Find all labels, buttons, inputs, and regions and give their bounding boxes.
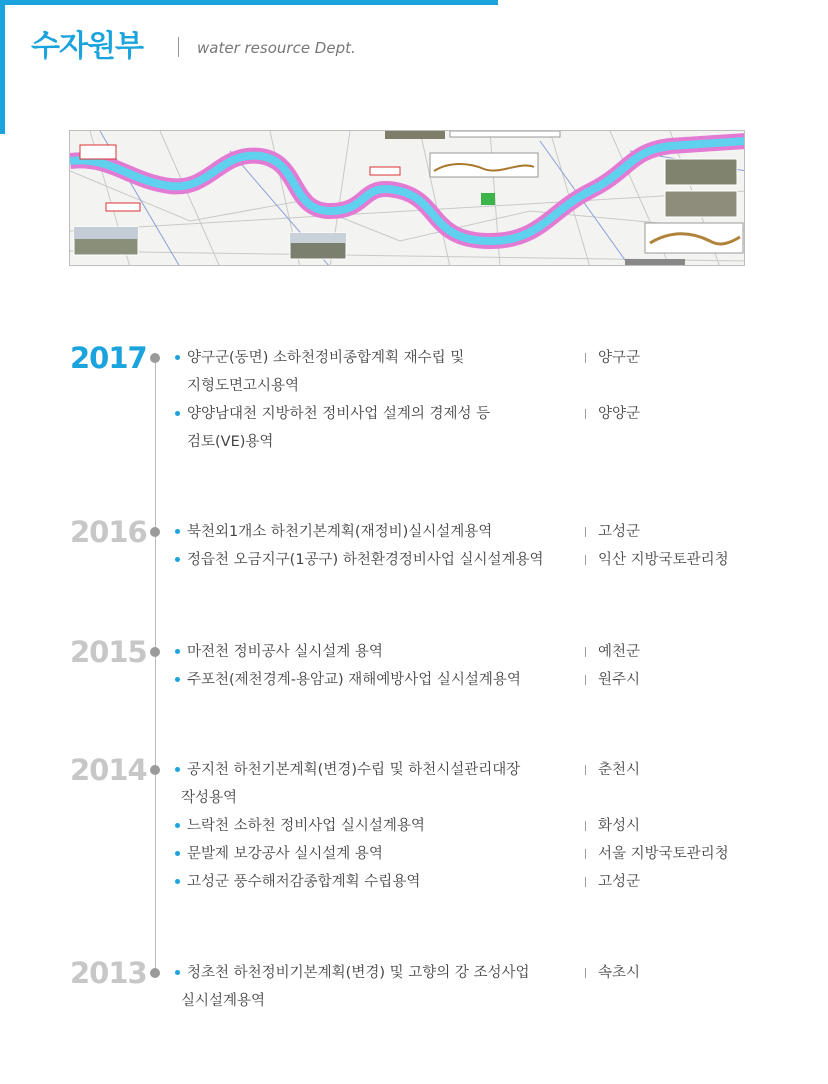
bullet-icon	[175, 851, 180, 856]
page-subtitle: water resource Dept.	[197, 39, 356, 57]
client-divider	[585, 527, 586, 537]
bullet-icon	[175, 879, 180, 884]
year-2013: 2013	[70, 956, 147, 990]
project-title-cont: 검토(VE)용역	[187, 434, 274, 450]
bullet-icon	[175, 355, 180, 360]
project-client: 원주시	[598, 672, 641, 688]
year-2014: 2014	[70, 753, 147, 787]
client-divider	[585, 968, 586, 978]
project-title: 청초천 하천정비기본계획(변경) 및 고향의 강 조성사업	[187, 965, 530, 981]
project-client: 춘천시	[598, 762, 641, 778]
bullet-icon	[175, 557, 180, 562]
project-client: 양구군	[598, 350, 641, 366]
year-2017: 2017	[70, 341, 147, 375]
client-divider	[585, 765, 586, 775]
project-title: 공지천 하천기본계획(변경)수립 및 하천시설관리대장	[187, 762, 521, 778]
left-accent-bar	[0, 0, 5, 134]
project-client: 양양군	[598, 406, 641, 422]
project-title: 정읍천 오금지구(1공구) 하천환경정비사업 실시설계용역	[187, 552, 544, 568]
timeline-dot	[150, 353, 160, 363]
project-client: 고성군	[598, 524, 641, 540]
bullet-icon	[175, 767, 180, 772]
year-2015: 2015	[70, 635, 147, 669]
bullet-icon	[175, 411, 180, 416]
project-title-cont: 실시설계용역	[181, 993, 266, 1009]
client-divider	[585, 409, 586, 419]
timeline-line	[155, 357, 156, 974]
project-client: 서울 지방국토관리청	[598, 846, 729, 862]
project-title: 북천외1개소 하천기본계획(재정비)실시설계용역	[187, 524, 493, 540]
project-title-cont: 작성용역	[181, 790, 238, 806]
bullet-icon	[175, 649, 180, 654]
project-client: 속초시	[598, 965, 641, 981]
client-divider	[585, 353, 586, 363]
bullet-icon	[175, 823, 180, 828]
project-title: 느락천 소하천 정비사업 실시설계용역	[187, 818, 425, 834]
timeline-dot	[150, 765, 160, 775]
timeline-dot	[150, 527, 160, 537]
project-client: 익산 지방국토관리청	[598, 552, 729, 568]
bullet-icon	[175, 677, 180, 682]
client-divider	[585, 647, 586, 657]
project-title-cont: 지형도면고시용역	[187, 378, 300, 394]
project-client: 고성군	[598, 874, 641, 890]
page-title: 수자원부	[31, 29, 143, 64]
project-title: 문발제 보강공사 실시설계 용역	[187, 846, 383, 862]
client-divider	[585, 849, 586, 859]
project-title: 양양남대천 지방하천 정비사업 설계의 경제성 등	[187, 406, 491, 422]
bullet-icon	[175, 529, 180, 534]
timeline-dot	[150, 647, 160, 657]
project-title: 마전천 정비공사 실시설계 용역	[187, 644, 383, 660]
project-title: 고성군 풍수해저감종합계획 수립용역	[187, 874, 421, 890]
bullet-icon	[175, 970, 180, 975]
client-divider	[585, 877, 586, 887]
river-map-image	[69, 130, 745, 266]
client-divider	[585, 555, 586, 565]
project-title: 주포천(제천경계-용암교) 재해예방사업 실시설계용역	[187, 672, 521, 688]
client-divider	[585, 675, 586, 685]
project-client: 예천군	[598, 644, 641, 660]
timeline-dot	[150, 968, 160, 978]
project-client: 화성시	[598, 818, 641, 834]
title-divider	[178, 37, 179, 57]
project-title: 양구군(동면) 소하천정비종합계획 재수립 및	[187, 350, 465, 366]
year-2016: 2016	[70, 515, 147, 549]
top-accent-bar	[0, 0, 498, 5]
client-divider	[585, 821, 586, 831]
